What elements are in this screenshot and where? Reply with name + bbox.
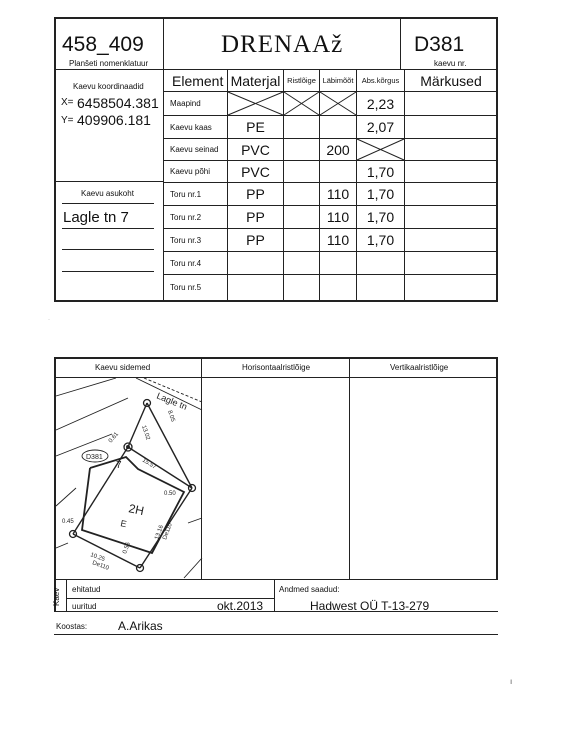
row-height: 1,70	[366, 186, 395, 202]
house-number-label: 7	[116, 460, 122, 471]
row-diameter: 110	[326, 209, 350, 225]
col-header-connections: Kaevu sidemed	[95, 363, 151, 372]
row-element: Toru nr.5	[170, 283, 202, 292]
row-material: PP	[246, 186, 265, 202]
row-material: PE	[246, 119, 265, 135]
row-material: PVC	[241, 163, 270, 180]
dim-label: 13.02	[140, 424, 151, 441]
sheet-number: 458_409	[62, 33, 144, 56]
row-diameter: 110	[326, 186, 350, 202]
row-element: Toru nr.3	[170, 235, 202, 245]
lower-col-line-2	[349, 357, 350, 579]
row-height: 2,23	[366, 95, 395, 112]
lower-frame-right	[496, 357, 498, 579]
dim-label: 0.50	[164, 491, 176, 497]
row-element: Toru nr.4	[170, 258, 202, 268]
row-element: Toru nr.1	[170, 189, 202, 199]
row-element: Kaevu seinad	[170, 145, 219, 154]
dim-label: 0.55	[122, 541, 132, 555]
lower-frame-top	[54, 357, 498, 359]
col-header-vertical: Vertikaalristlõige	[390, 363, 449, 372]
dim-label: De110	[91, 560, 110, 572]
x-label: X=	[61, 97, 74, 108]
page-title: DRENAAž	[221, 31, 344, 58]
measured-date: okt.2013	[217, 599, 264, 613]
location-label: Kaevu asukoht	[81, 189, 134, 198]
th-cross: Ristlõige	[287, 76, 316, 85]
crossed-cells	[0, 0, 584, 310]
dim-label: De110	[162, 522, 174, 541]
row-height: 1,70	[366, 209, 395, 225]
footer-top-line	[54, 579, 498, 580]
y-value: 409906.181	[77, 112, 151, 128]
measured-label: uuritud	[72, 602, 97, 611]
row-material: PP	[246, 209, 265, 225]
dim-label: 8.05	[166, 409, 176, 423]
site-sketch	[56, 378, 202, 578]
dim-label: 0.61	[107, 431, 121, 445]
th-notes: Märkused	[420, 72, 482, 89]
author-label: Koostas:	[56, 622, 88, 631]
row-material: PVC	[241, 141, 270, 158]
th-diameter: Läbimõõt	[322, 76, 354, 85]
row-diameter: 200	[326, 141, 350, 158]
row-height: 2,07	[366, 119, 395, 135]
data-source-label: Andmed saadud:	[279, 585, 340, 594]
author-line	[54, 634, 498, 635]
row-element: Kaevu kaas	[170, 122, 212, 132]
row-element: Maapind	[170, 99, 201, 108]
th-material: Materjal	[230, 72, 281, 89]
row-material: PP	[246, 232, 265, 248]
kaev-label: Kaev	[52, 587, 61, 606]
dim-label: 10.25	[89, 552, 106, 564]
built-label: ehitatud	[72, 585, 101, 594]
th-height: Abs.kõrgus	[361, 76, 400, 85]
footer-kaev-sep	[66, 579, 67, 611]
scan-speck: ·	[48, 317, 50, 323]
dim-label: 15.57	[140, 457, 157, 471]
x-value: 6458504.381	[77, 95, 159, 111]
location-value: Lagle tn 7	[63, 209, 129, 226]
well-tag-label: D381	[86, 454, 103, 461]
row-element: Kaevu põhi	[170, 167, 211, 176]
well-id-label: kaevu nr.	[434, 59, 467, 68]
well-id: D381	[414, 33, 465, 56]
sheet-label: Planšeti nomenklatuur	[69, 59, 149, 68]
y-label: Y=	[61, 115, 74, 126]
author-value: A.Arikas	[118, 619, 163, 633]
dim-label: 13.16	[154, 524, 166, 541]
row-element: Toru nr.2	[170, 212, 202, 222]
street-label: Lagle tn	[155, 390, 189, 412]
row-height: 1,70	[366, 163, 395, 180]
dim-label: 0.45	[62, 519, 74, 525]
data-source-value: Hadwest OÜ T-13-279	[310, 599, 430, 613]
building-sub-label: E	[119, 518, 128, 530]
col-header-horizontal: Horisontaalristlõige	[242, 363, 311, 372]
row-height: 1,70	[366, 232, 395, 248]
building-label: 2H	[127, 501, 146, 519]
row-diameter: 110	[326, 232, 350, 248]
footer-col-sep	[274, 579, 275, 611]
scan-speck: ı	[510, 677, 513, 686]
th-element: Element	[172, 72, 224, 89]
coordinates-label: Kaevu koordinaadid	[73, 82, 144, 91]
